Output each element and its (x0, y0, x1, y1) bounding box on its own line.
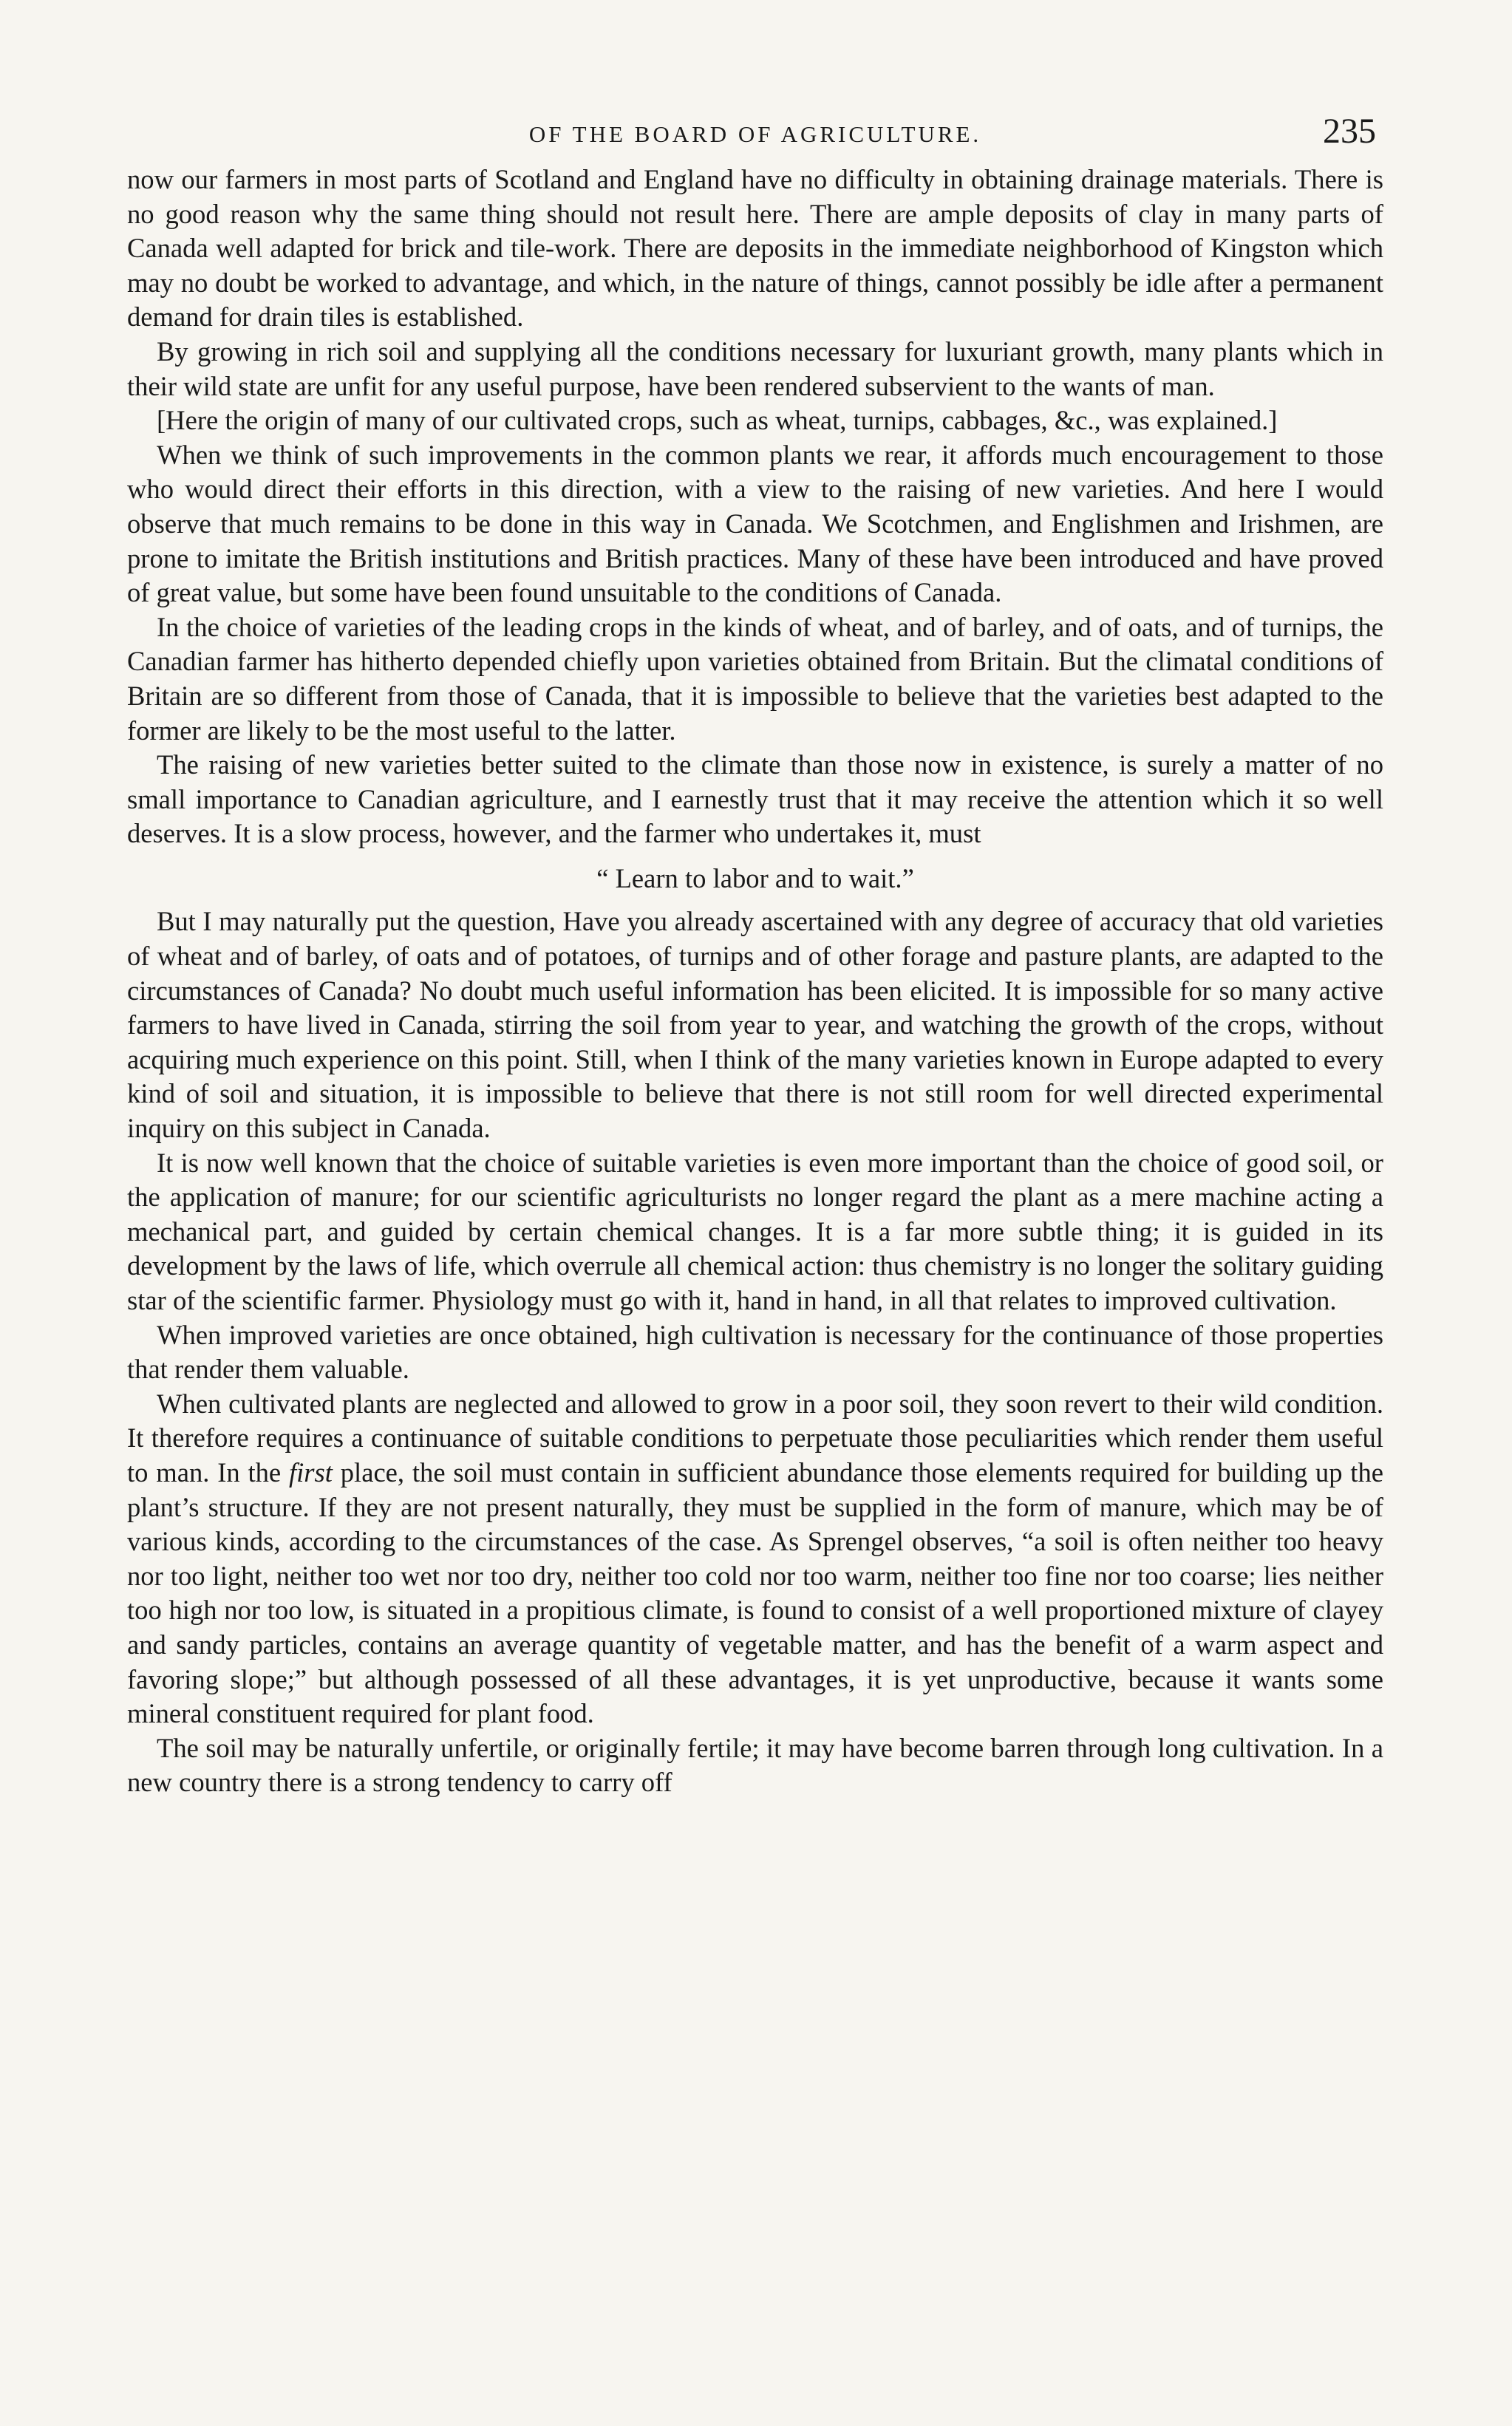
block-quote: “ Learn to labor and to wait.” (596, 862, 914, 893)
paragraph: When improved varieties are once obtained, high cultivation is necessary for the continuance of those properties that render them valuable. (127, 1319, 1383, 1385)
paragraph: But I may naturally put the question, Have you already ascertained with any degree of accuracy that old varieties of wheat and of barley, of oats and of potatoes, of turnips and of other forage and pasture plants, are adapted to the circumstances of Canada? No doubt much useful information has been elicited. It is impossible for so many active farmers to have lived in Canada, stirring the soil from year to year, and watching the growth of the crops, without acquiring much experience on this point. Still, when I think of the many varieties known in Europe adapted to every kind of soil and situation, it is impossible to believe that there is not still room for well directed experimental inquiry on this subject in Canada. (127, 906, 1383, 1144)
paragraph: By growing in rich soil and supplying all the conditions necessary for luxuriant growth, many plants which in their wild state are unfit for any useful purpose, have been rendered subservient to the wants of man. (127, 335, 1383, 401)
italic-word: first (288, 1456, 333, 1488)
text-run: When cultivated plants are neglected and allowed to grow in a poor soil, they soon revert to their wild condition. It therefore requires a continuance of suitable conditions to perpetuate those peculiarities which render them useful to man. In the (127, 1388, 1383, 1488)
book-page (127, 111, 1383, 1800)
paragraph-final: The soil may be naturally unfertile, or originally fertile; it may have become barren through long cultivation. In a new country there is a strong tendency to carry off (127, 1732, 1383, 1798)
page-header (127, 111, 1383, 163)
paragraph: The raising of new varieties better suited to the climate than those now in existence, is surely a matter of no small importance to Canadian agriculture, and I earnestly trust that it may receive the attention which it so well deserves. It is a slow process, however, and the farmer who undertakes it, must (127, 749, 1383, 849)
paragraph: In the choice of varieties of the leading crops in the kinds of wheat, and of barley, and of oats, and of turnips, the Canadian farmer has hitherto depended chiefly upon varieties obtained from Britain. But the climatal conditions of Britain are so different from those of Canada, that it is impossible to believe that the varieties best adapted to the former are likely to be the most useful to the latter. (127, 611, 1383, 746)
paragraph-continued: now our farmers in most parts of Scotland and England have no difficulty in obtaining drainage materials. There is no good reason why the same thing should not result here. There are ample deposits of clay in many parts of Canada well adapted for brick and tile-work. There are deposits in the immediate neighborhood of Kingston which may no doubt be worked to advantage, and which, in the nature of things, cannot possibly be idle after a permanent demand for drain tiles is established. (127, 164, 1383, 333)
running-head: OF THE BOARD OF AGRICULTURE. (528, 121, 982, 147)
page-number: 235 (1323, 112, 1376, 151)
text-run: place, the soil must contain in sufficient abundance those elements required for building up the plant’s structure. If they are not present naturally, they must be supplied in the form of manure, which may be of various kinds, according to the circumstances of the case. As Sprengel observes, “a soil is often neither too heavy nor too light, neither too wet nor too dry, neither too cold nor too warm, neither too fine nor too coarse; lies neither too high nor too low, is situated in a propitious climate, is found to consist of a well proportioned mixture of clayey and sandy particles, contains an average quantity of vegetable matter, and has the benefit of a warm aspect and favoring slope;” but although possessed of all these advantages, it is yet unproductive, because it wants some mineral constituent required for plant food. (127, 1456, 1383, 1729)
paragraph: When we think of such improvements in the common plants we rear, it affords much encouragement to those who would direct their efforts in this direction, with a view to the raising of new varieties. And here I would observe that much remains to be done in this way in Canada. We Scotchmen, and Englishmen and Irishmen, are prone to imitate the British institutions and British practices. Many of these have been introduced and have proved of great value, but some have been found unsuitable to the conditions of Canada. (127, 439, 1383, 608)
paragraph: It is now well known that the choice of suitable varieties is even more important than the choice of good soil, or the application of manure; for our scientific agriculturists no longer regard the plant as a mere machine acting a mechanical part, and guided by certain chemical changes. It is a far more subtle thing; it is guided in its development by the laws of life, which overrule all chemical action: thus chemistry is no longer the solitary guiding star of the scientific farmer. Physiology must go with it, hand in hand, in all that relates to improved cultivation. (127, 1147, 1383, 1315)
page-body (127, 163, 1383, 1800)
paragraph-sprengel (127, 1387, 1383, 1731)
paragraph-bracketed-note: [Here the origin of many of our cultivated crops, such as wheat, turnips, cabbages, &c., was explained.] (157, 405, 1278, 436)
